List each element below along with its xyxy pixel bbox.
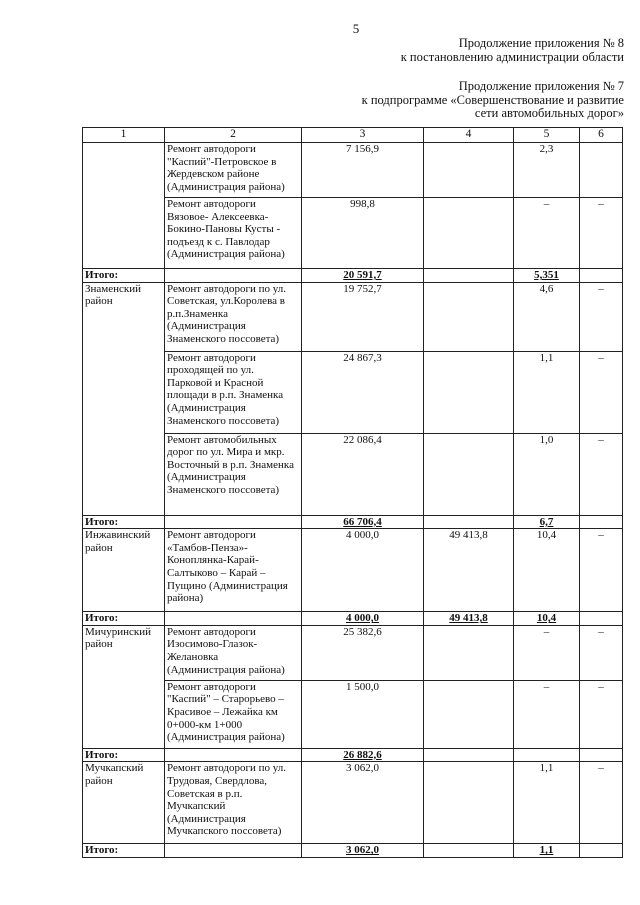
- header-appendix-8: [401, 37, 624, 64]
- length-col5: 1,1: [514, 351, 580, 433]
- road-name: Ремонт автодороги по ул. Трудовая, Свердлова, Советская в р.п. Мучкапский (Администрация Мучкапского поссовета): [165, 762, 302, 844]
- header-appendix-7-line1: Продолжение приложения № 7: [458, 79, 624, 93]
- column-header-1: 1: [83, 128, 165, 143]
- total-col3: 26 882,6: [302, 748, 424, 762]
- total-col4: [424, 748, 514, 762]
- district-name: Инжавинский район: [83, 529, 165, 612]
- amount-col3: 25 382,6: [302, 625, 424, 680]
- amount-col4: [424, 351, 514, 433]
- column-header-3: 3: [302, 128, 424, 143]
- amount-col4: [424, 762, 514, 844]
- value-col6: –: [580, 198, 623, 269]
- total-label: Итого:: [83, 269, 165, 283]
- total-col5: [514, 748, 580, 762]
- total-col5: 10,4: [514, 612, 580, 626]
- total-col3: 3 062,0: [302, 844, 424, 858]
- total-col3: 66 706,4: [302, 515, 424, 529]
- total-label: Итого:: [83, 748, 165, 762]
- road-name: Ремонт автомобильных дорог по ул. Мира и мкр. Восточный в р.п. Знаменка (Администрация Знаменского поссовета): [165, 433, 302, 515]
- value-col6: –: [580, 680, 623, 748]
- table-row: [83, 529, 623, 612]
- roads-table: [82, 127, 623, 858]
- value-col6: –: [580, 529, 623, 612]
- road-name: Ремонт автодороги "Каспий" – Старорьево – Красивое – Лежайка км 0+000-км 1+000 (Администрация района): [165, 680, 302, 748]
- column-header-4: 4: [424, 128, 514, 143]
- total-col4: [424, 269, 514, 283]
- length-col5: 4,6: [514, 282, 580, 351]
- length-col5: –: [514, 198, 580, 269]
- table-row: [83, 143, 623, 198]
- total-empty: [165, 515, 302, 529]
- table-row: [83, 762, 623, 844]
- amount-col3: 22 086,4: [302, 433, 424, 515]
- total-col6: [580, 748, 623, 762]
- length-col5: 10,4: [514, 529, 580, 612]
- total-row: [83, 612, 623, 626]
- amount-col3: 1 500,0: [302, 680, 424, 748]
- total-empty: [165, 612, 302, 626]
- header-appendix-8-line2: к постановлению администрации области: [400, 49, 624, 64]
- amount-col4: [424, 625, 514, 680]
- total-row: [83, 269, 623, 283]
- value-col6: –: [580, 625, 623, 680]
- value-col6: [580, 143, 623, 198]
- header-appendix-7-line3: сети автомобильных дорог»: [474, 106, 624, 120]
- total-row: [83, 748, 623, 762]
- district-name: Знаменский район: [83, 282, 165, 515]
- amount-col4: [424, 680, 514, 748]
- header-appendix-8-line1: Продолжение приложения № 8: [458, 36, 624, 50]
- total-col6: [580, 269, 623, 283]
- page-number: 5: [352, 21, 360, 36]
- length-col5: –: [514, 680, 580, 748]
- value-col6: –: [580, 762, 623, 844]
- amount-col4: [424, 282, 514, 351]
- length-col5: –: [514, 625, 580, 680]
- table-header-row: [83, 128, 623, 143]
- total-col3: 20 591,7: [302, 269, 424, 283]
- total-col6: [580, 844, 623, 858]
- total-label: Итого:: [83, 515, 165, 529]
- total-col5: 6,7: [514, 515, 580, 529]
- total-empty: [165, 269, 302, 283]
- header-appendix-7-line2: к подпрограмме «Совершенствование и развитие: [361, 92, 624, 107]
- total-col5: 1,1: [514, 844, 580, 858]
- amount-col4: [424, 433, 514, 515]
- total-col4: [424, 515, 514, 529]
- column-header-5: 5: [514, 128, 580, 143]
- total-col6: [580, 515, 623, 529]
- road-name: Ремонт автодороги по ул. Советская, ул.Королева в р.п.Знаменка (Администрация Знаменского поссовета): [165, 282, 302, 351]
- amount-col3: 19 752,7: [302, 282, 424, 351]
- amount-col4: 49 413,8: [424, 529, 514, 612]
- total-col4: [424, 844, 514, 858]
- column-header-2: 2: [165, 128, 302, 143]
- amount-col4: [424, 143, 514, 198]
- length-col5: 2,3: [514, 143, 580, 198]
- total-label: Итого:: [83, 612, 165, 626]
- total-row: [83, 844, 623, 858]
- total-col4: 49 413,8: [424, 612, 514, 626]
- district-cell-empty: [83, 143, 165, 269]
- total-col3: 4 000,0: [302, 612, 424, 626]
- road-name: Ремонт автодороги «Тамбов-Пенза»-Коноплянка-Карай-Салтыково – Карай – Пущино (Администрация района): [165, 529, 302, 612]
- value-col6: –: [580, 351, 623, 433]
- amount-col3: 24 867,3: [302, 351, 424, 433]
- total-empty: [165, 844, 302, 858]
- road-name: Ремонт автодороги Изосимово-Глазок-Желановка (Администрация района): [165, 625, 302, 680]
- total-label: Итого:: [83, 844, 165, 858]
- district-name: Мичуринский район: [83, 625, 165, 748]
- total-row: [83, 515, 623, 529]
- amount-col4: [424, 198, 514, 269]
- district-name: Мучкапский район: [83, 762, 165, 844]
- table-row: [83, 625, 623, 680]
- value-col6: –: [580, 433, 623, 515]
- road-name: Ремонт автодороги "Каспий"-Петровское в Жердевском районе (Администрация района): [165, 143, 302, 198]
- road-name: Ремонт автодороги Вязовое- Алексеевка-Бокино-Пановы Кусты - подъезд к с. Павлодар (Администрация района): [165, 198, 302, 269]
- amount-col3: 3 062,0: [302, 762, 424, 844]
- length-col5: 1,1: [514, 762, 580, 844]
- length-col5: 1,0: [514, 433, 580, 515]
- column-header-6: 6: [580, 128, 623, 143]
- table-row: [83, 282, 623, 351]
- total-col6: [580, 612, 623, 626]
- total-empty: [165, 748, 302, 762]
- total-col5: 5,351: [514, 269, 580, 283]
- amount-col3: 4 000,0: [302, 529, 424, 612]
- road-name: Ремонт автодороги проходящей по ул. Парковой и Красной площади в р.п. Знаменка (Администрация Знаменского поссовета): [165, 351, 302, 433]
- header-appendix-7: [362, 80, 624, 121]
- amount-col3: 7 156,9: [302, 143, 424, 198]
- value-col6: –: [580, 282, 623, 351]
- amount-col3: 998,8: [302, 198, 424, 269]
